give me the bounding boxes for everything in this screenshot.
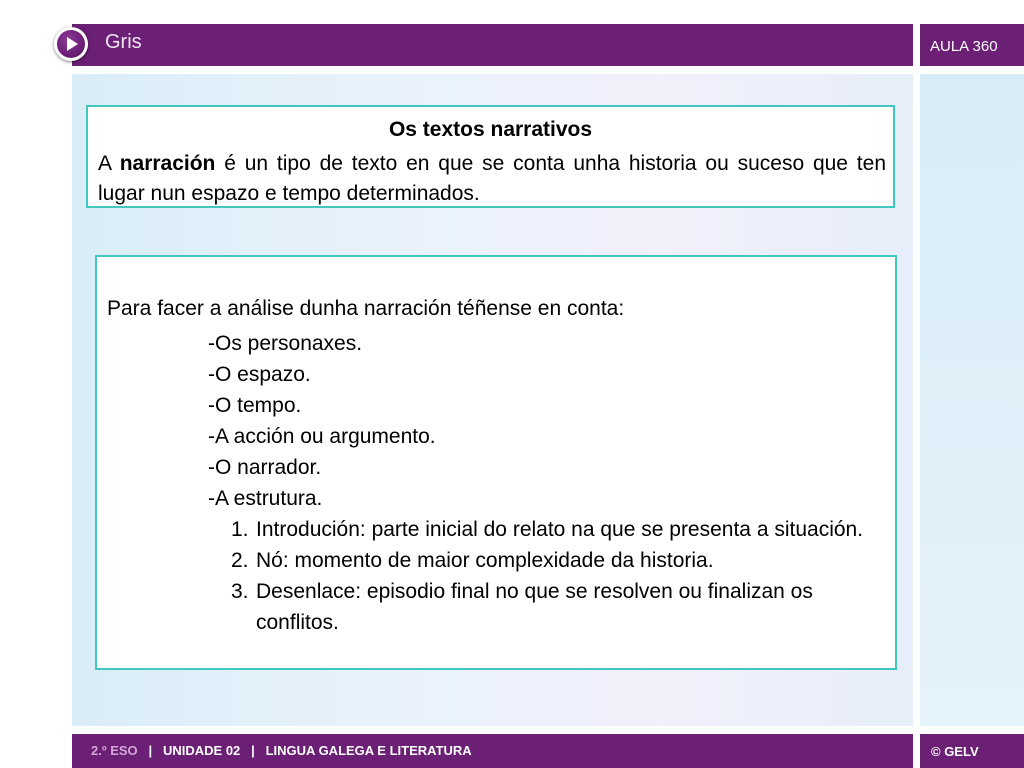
analysis-box [95, 255, 897, 670]
footer-separator: | [148, 743, 153, 758]
structure-list [231, 514, 891, 638]
play-icon-glyph [54, 27, 88, 61]
play-button[interactable] [54, 27, 88, 61]
aspect-item: -O narrador. [208, 456, 322, 479]
definition-rest: é un tipo de texto en que se conta unha historia ou suceso que ten lugar nun espazo e tempo determinados. [98, 152, 886, 205]
copyright: © GELV [931, 744, 979, 759]
structure-text: Desenlace: episodio final no que se resolven ou finalizan os conflitos. [256, 580, 813, 634]
aspect-item: -O tempo. [208, 394, 302, 417]
definition-title: Os textos narrativos [388, 118, 593, 141]
aspect-item: -A estrutura. [208, 487, 323, 510]
structure-item [231, 576, 891, 638]
aspect-item: -O espazo. [208, 363, 311, 386]
structure-number: 1. [231, 518, 249, 541]
aula-badge: AULA 360 [930, 38, 998, 55]
definition-prefix: A [98, 152, 111, 175]
footer-level: 2.º ESO [91, 743, 138, 758]
structure-item [231, 545, 891, 576]
structure-number: 3. [231, 580, 249, 603]
definition-text [98, 149, 886, 209]
footer-separator: | [251, 743, 255, 758]
footer-course-info [91, 743, 472, 758]
page-title: Gris [105, 31, 142, 53]
structure-text: Introdución: parte inicial do relato na que se presenta a situación. [256, 518, 864, 541]
right-panel [920, 74, 1024, 726]
structure-item [231, 514, 891, 545]
definition-box [86, 105, 895, 208]
aspects-list [208, 328, 436, 514]
aspect-item: -A acción ou argumento. [208, 425, 436, 448]
structure-text: Nó: momento de maior complexidade da historia. [256, 549, 714, 572]
structure-number: 2. [231, 549, 249, 572]
analysis-intro: Para facer a análise dunha narración téñense en conta: [107, 297, 625, 320]
footer-subject: LINGUA GALEGA E LITERATURA [265, 743, 472, 758]
definition-term: narración [119, 152, 216, 175]
header-bar [72, 24, 913, 66]
aspect-item: -Os personaxes. [208, 332, 363, 355]
footer-unit: UNIDADE 02 [162, 743, 241, 758]
